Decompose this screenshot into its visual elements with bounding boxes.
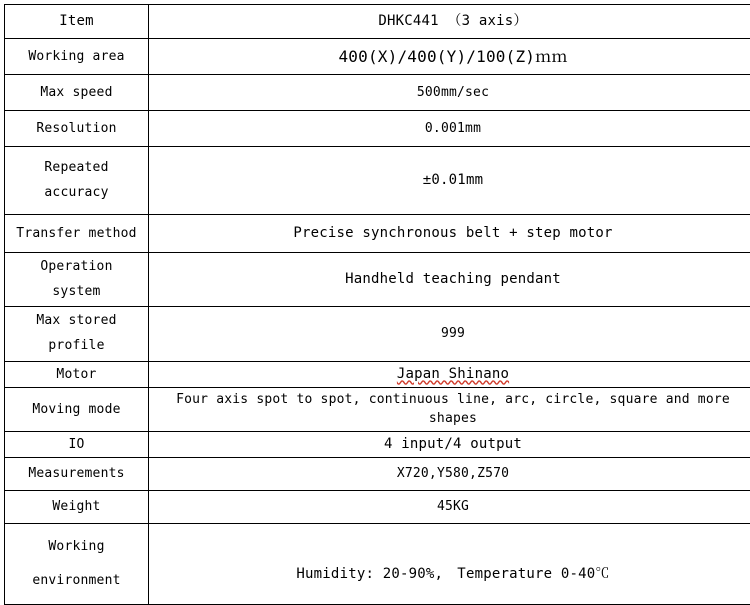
row-value-resolution: 0.001mm [149, 111, 750, 147]
table-row [5, 75, 750, 111]
row-label-repeated-accuracy-line1: Repeated [8, 156, 145, 181]
row-label-operation-system-line2: system [8, 280, 145, 305]
table-row [5, 111, 750, 147]
table-row [5, 431, 750, 457]
row-label-max-stored-profile-line2: profile [8, 334, 145, 359]
row-label-working-environment-line2: environment [8, 564, 145, 598]
row-value-working-area: 400(X)/400(Y)/100(Z)ｍｍ [149, 39, 750, 75]
row-label-repeated-accuracy [5, 147, 149, 215]
row-value-measurements: X720,Y580,Z570 [149, 457, 750, 490]
table-row [5, 215, 750, 253]
row-label-io: IO [5, 431, 149, 457]
table-row [5, 39, 750, 75]
row-value-working-environment-text: Humidity: 20-90%, Temperature 0-40℃ [152, 542, 750, 585]
table-row [5, 387, 750, 431]
row-label-max-stored-profile [5, 307, 149, 361]
table-row [5, 307, 750, 361]
row-label-item: Item [5, 5, 149, 39]
row-label-operation-system-line1: Operation [8, 255, 145, 280]
row-label-max-stored-profile-line1: Max stored [8, 309, 145, 334]
table-row [5, 5, 750, 39]
table-row [5, 490, 750, 523]
row-label-working-environment-line1: Working [8, 530, 145, 564]
specification-table [4, 4, 750, 605]
row-label-motor: Motor [5, 361, 149, 387]
row-label-working-environment [5, 523, 149, 604]
table-row [5, 457, 750, 490]
table-row [5, 523, 750, 604]
row-label-moving-mode: Moving mode [5, 387, 149, 431]
row-label-working-area: Working area [5, 39, 149, 75]
row-value-operation-system: Handheld teaching pendant [149, 253, 750, 307]
row-label-transfer-method: Transfer method [5, 215, 149, 253]
row-value-moving-mode: Four axis spot to spot, continuous line, arc, circle, square and more shapes [149, 387, 750, 431]
row-value-motor-text: Japan Shinano [397, 366, 509, 382]
row-label-repeated-accuracy-line2: accuracy [8, 181, 145, 206]
table-row [5, 253, 750, 307]
row-value-working-environment [149, 523, 750, 604]
row-value-item: DHKC441 （3 axis） [149, 5, 750, 39]
row-value-motor [149, 361, 750, 387]
row-label-weight: Weight [5, 490, 149, 523]
row-value-max-speed: 500mm/sec [149, 75, 750, 111]
row-value-weight: 45KG [149, 490, 750, 523]
row-label-max-speed: Max speed [5, 75, 149, 111]
table-row [5, 361, 750, 387]
row-value-transfer-method: Precise synchronous belt + step motor [149, 215, 750, 253]
row-value-max-stored-profile: 999 [149, 307, 750, 361]
row-label-resolution: Resolution [5, 111, 149, 147]
row-value-repeated-accuracy: ±0.01mm [149, 147, 750, 215]
row-label-measurements: Measurements [5, 457, 149, 490]
table-row [5, 147, 750, 215]
row-label-operation-system [5, 253, 149, 307]
row-value-io: 4 input/4 output [149, 431, 750, 457]
